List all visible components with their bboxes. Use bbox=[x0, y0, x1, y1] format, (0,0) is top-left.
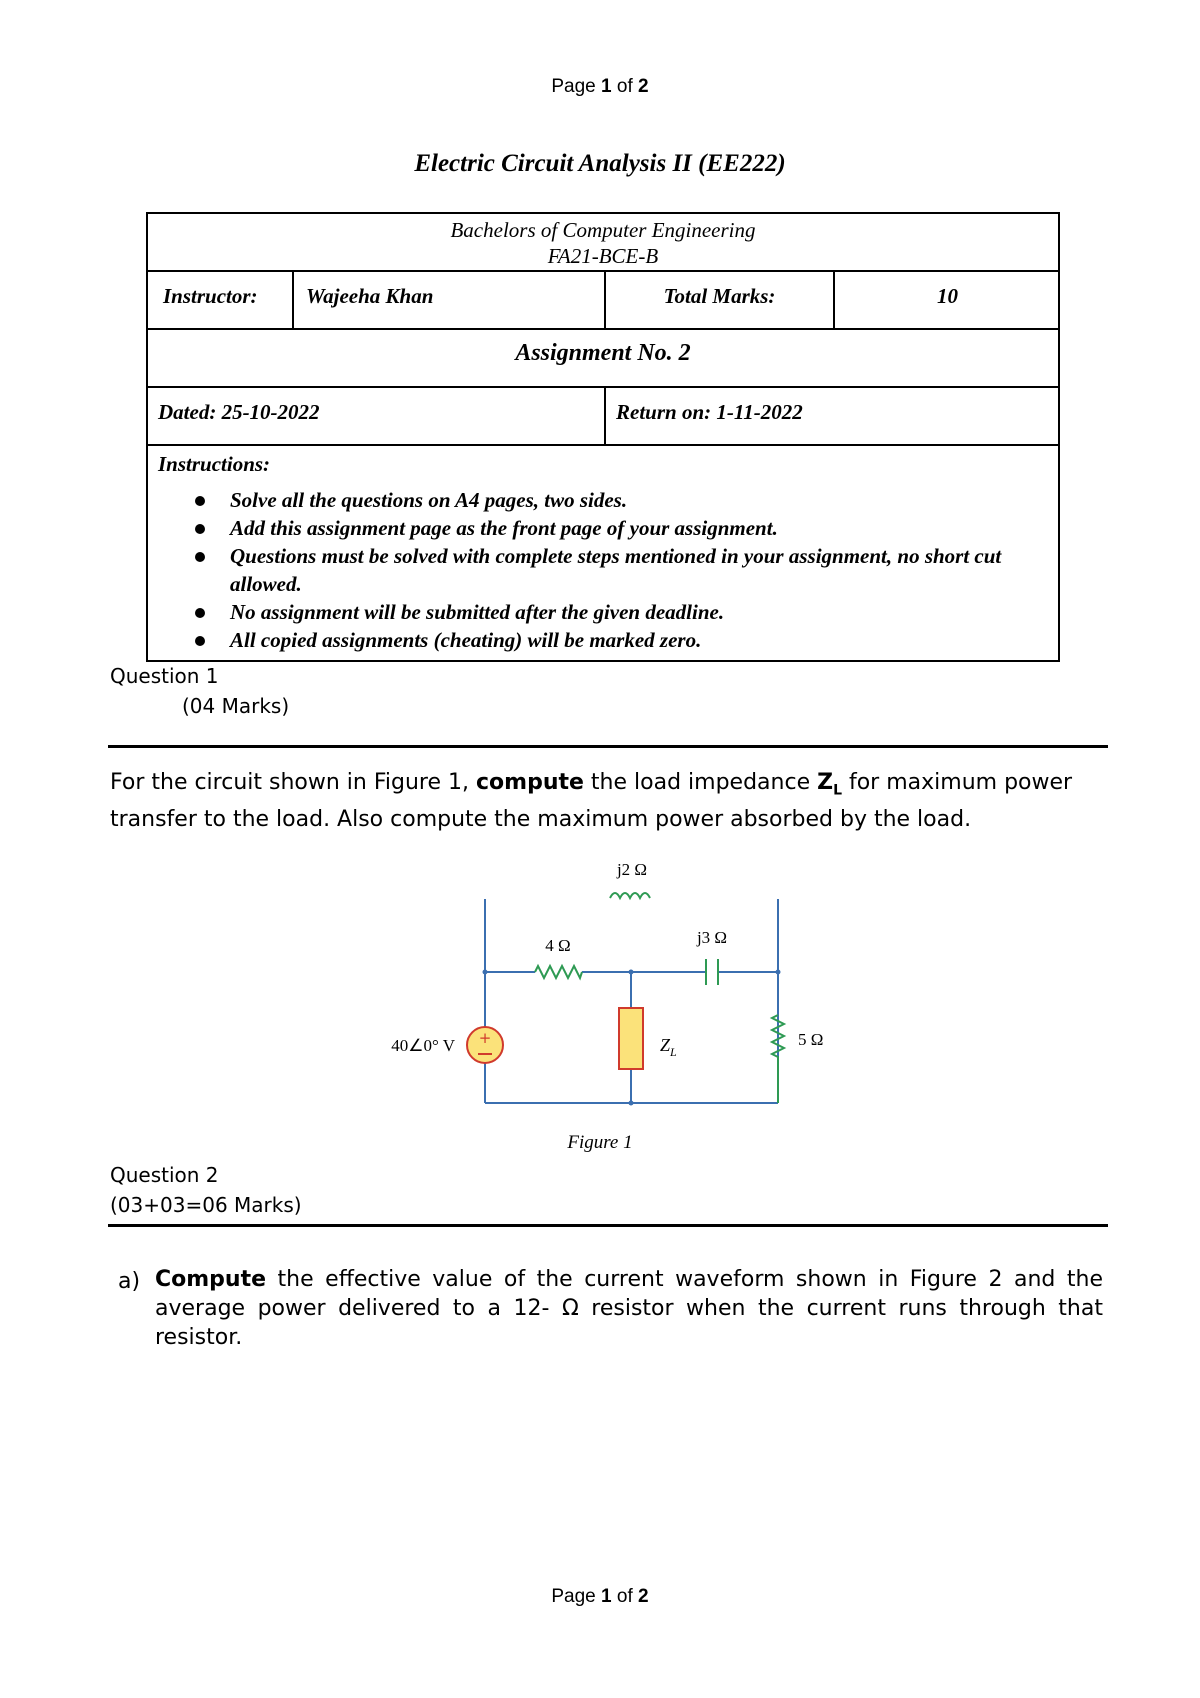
course-title: Electric Circuit Analysis II (EE222) bbox=[414, 150, 786, 177]
instruction-item: No assignment will be submitted after the given deadline. bbox=[148, 598, 1058, 626]
header-page-number: Page 1 of 2 bbox=[551, 76, 649, 97]
figure1-caption: Figure 1 bbox=[567, 1132, 633, 1153]
instruction-item: All copied assignments (cheating) will be marked zero. bbox=[148, 626, 1058, 654]
resistor-4-icon bbox=[535, 966, 582, 978]
total-marks-label: Total Marks: bbox=[663, 284, 776, 308]
source-label: 40∠0° V bbox=[391, 1036, 455, 1055]
junction-dot bbox=[483, 970, 488, 975]
instructor-label: Instructor: bbox=[163, 284, 258, 308]
question1-label: Question 1 bbox=[110, 664, 219, 688]
program-name: Bachelors of Computer Engineering bbox=[450, 218, 756, 242]
instructions-label: Instructions: bbox=[158, 452, 271, 476]
instructor-name: Wajeeha Khan bbox=[306, 284, 434, 308]
instructions-section bbox=[148, 446, 1058, 660]
part-a-marker: a) bbox=[118, 1269, 141, 1294]
question1-divider bbox=[108, 745, 1108, 748]
inductor-icon bbox=[610, 893, 650, 898]
svg-text:+: + bbox=[478, 1029, 492, 1047]
capacitor-label: j3 Ω bbox=[696, 928, 728, 947]
assignment-number: Assignment No. 2 bbox=[515, 340, 691, 366]
junction-dot bbox=[629, 970, 634, 975]
dated-field: Dated: 25-10-2022 bbox=[158, 400, 320, 424]
question2-label: Question 2 bbox=[110, 1163, 219, 1187]
section-name: FA21-BCE-B bbox=[547, 244, 659, 268]
load-impedance-icon bbox=[619, 1008, 643, 1069]
instruction-item: Questions must be solved with complete steps mentioned in your assignment, no short cut allowed. bbox=[148, 542, 1058, 598]
junction-dot bbox=[776, 970, 781, 975]
footer-page-number: Page 1 of 2 bbox=[551, 1586, 649, 1607]
total-marks-value: 10 bbox=[937, 284, 958, 308]
question1-marks: (04 Marks) bbox=[182, 694, 290, 718]
load-label: $Z_L$ bbox=[660, 1035, 677, 1059]
return-on-field: Return on: 1-11-2022 bbox=[616, 400, 803, 424]
part-a-text: Compute the effective value of the current waveform shown in Figure 2 and the average power delivered to a 12- Ω resistor when the current runs through that resistor. bbox=[155, 1267, 1103, 1350]
circuit-diagram bbox=[360, 855, 840, 1125]
inductor-label: j2 Ω bbox=[616, 860, 648, 879]
junction-dot bbox=[629, 1101, 634, 1106]
instructions-list bbox=[148, 486, 1058, 654]
resistor-4-label: 4 Ω bbox=[545, 936, 571, 955]
instruction-item: Solve all the questions on A4 pages, two sides. bbox=[148, 486, 1058, 514]
question2-divider bbox=[108, 1224, 1108, 1227]
assignment-info-table bbox=[146, 212, 1060, 662]
question1-text: For the circuit shown in Figure 1, compute the load impedance $Z_L$ for maximum power transfer to the load. Also compute the maximum power absorbed by the load. bbox=[110, 770, 1073, 833]
resistor-5-label: 5 Ω bbox=[798, 1030, 824, 1049]
question2-marks: (03+03=06 Marks) bbox=[110, 1193, 302, 1217]
instruction-item: Add this assignment page as the front page of your assignment. bbox=[148, 514, 1058, 542]
